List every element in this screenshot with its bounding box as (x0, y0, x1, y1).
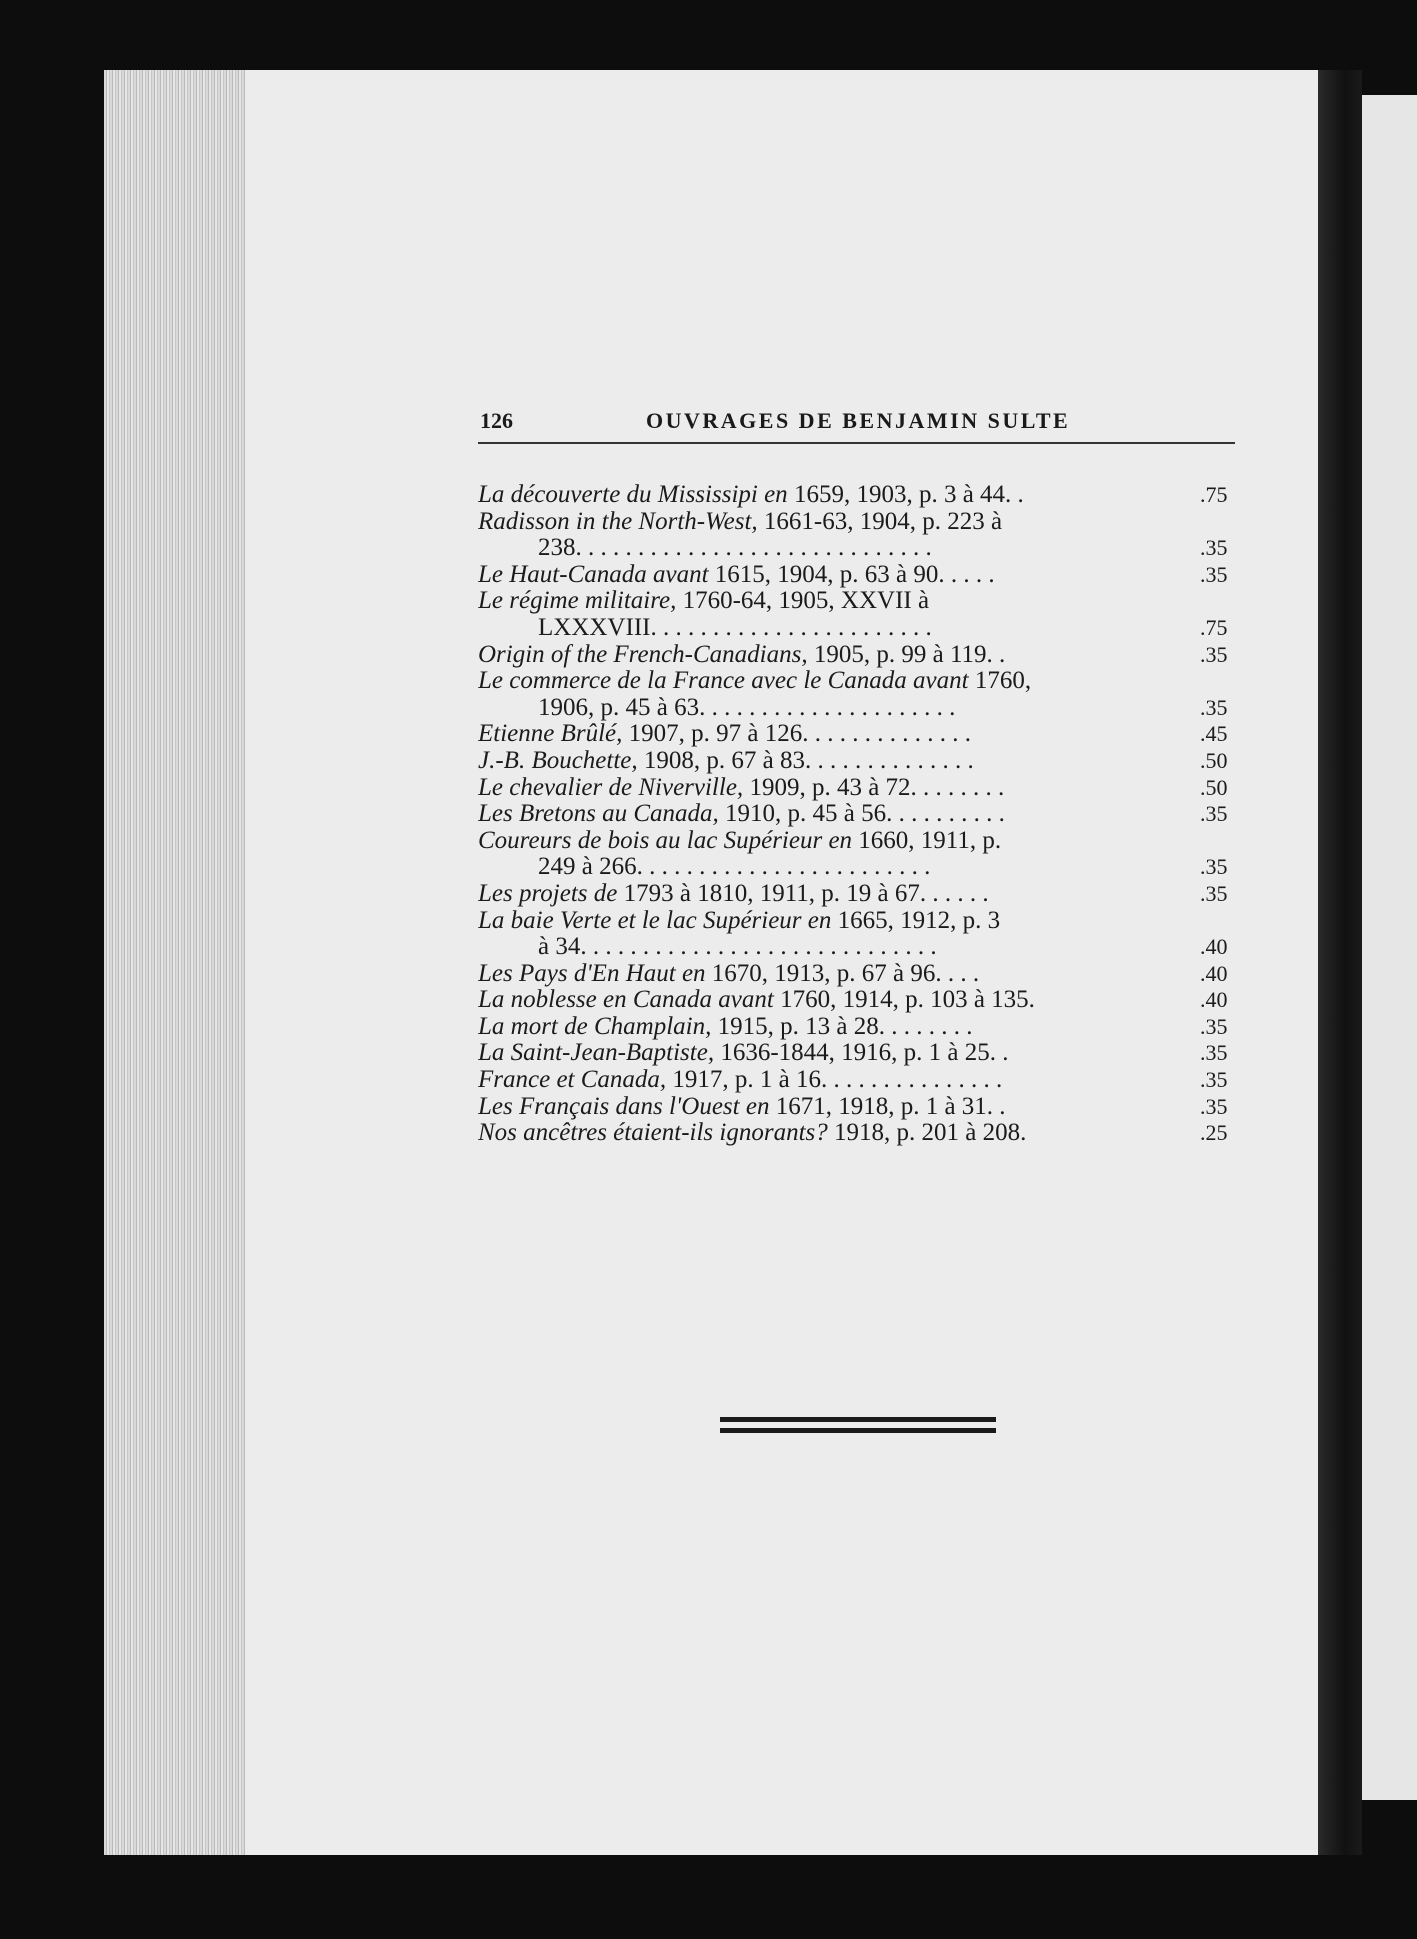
entry-line (478, 588, 1248, 615)
work-details: 1615, 1904, p. 63 à 90. . . . . (708, 561, 995, 588)
entry-text (478, 1067, 1158, 1094)
entry-line (478, 509, 1248, 536)
price: .35 (1200, 694, 1228, 720)
closing-double-rule (720, 1417, 996, 1437)
work-title: Radisson in the North-West, (478, 508, 758, 535)
work-details: 1909, p. 43 à 72. . . . . . . . (743, 774, 1005, 801)
entry-text (538, 695, 1158, 722)
bibliography-entry (478, 668, 1248, 721)
entry-line (478, 1067, 1248, 1094)
work-details: 1661-63, 1904, p. 223 à (757, 508, 1003, 535)
work-details: 1915, p. 13 à 28. . . . . . . . (711, 1013, 973, 1040)
bibliography-entry (478, 1094, 1248, 1121)
page-edges (104, 70, 260, 1855)
bibliography-entry (478, 881, 1248, 908)
bibliography-entry (478, 775, 1248, 802)
entry-text (538, 934, 1158, 961)
work-title: Etienne Brûlé, (478, 721, 623, 748)
entry-line (478, 1094, 1248, 1121)
bibliography-entry (478, 1040, 1248, 1067)
work-title: Le commerce de la France avec le Canada avant (478, 668, 969, 695)
entry-text (478, 801, 1158, 828)
entry-line (478, 1040, 1248, 1067)
entry-text (538, 615, 1158, 642)
bibliography-entry (478, 1120, 1248, 1147)
price: .75 (1200, 614, 1228, 640)
entry-text (478, 1094, 1158, 1121)
entry-line (478, 828, 1248, 855)
price: .35 (1200, 880, 1228, 906)
work-details: 1670, 1913, p. 67 à 96. . . . (705, 960, 980, 987)
work-details: 1918, p. 201 à 208. (827, 1120, 1027, 1147)
entry-line (478, 562, 1248, 589)
entry-line (478, 695, 1248, 722)
entry-text (478, 748, 1158, 775)
facing-page-edge (1362, 95, 1417, 1800)
bibliography-entry (478, 908, 1248, 961)
entry-line (478, 1120, 1248, 1147)
entry-line (478, 934, 1248, 961)
price: .45 (1200, 721, 1228, 747)
work-details: 1905, p. 99 à 119. . (807, 641, 1006, 668)
bibliography-entry (478, 509, 1248, 562)
entry-text (478, 1040, 1158, 1067)
price: .75 (1200, 482, 1228, 507)
entry-line (478, 721, 1248, 748)
entry-text (478, 1120, 1158, 1147)
running-title: OUVRAGES DE BENJAMIN SULTE (646, 408, 1071, 433)
price: .35 (1200, 1040, 1228, 1066)
entry-text (478, 828, 1158, 855)
work-details: 1760, (968, 668, 1032, 695)
work-title: La baie Verte et le lac Supérieur en (478, 907, 832, 934)
work-details: LXXXVIII. . . . . . . . . . . . . . . . . . . . . . . (538, 614, 932, 641)
work-details: 1659, 1903, p. 3 à 44. . (787, 482, 1024, 508)
entry-text (478, 668, 1158, 695)
work-details: 1907, p. 97 à 126. . . . . . . . . . . . . . (622, 721, 972, 748)
work-title: La mort de Champlain, (478, 1013, 712, 1040)
entry-text (478, 509, 1158, 536)
bibliography-entry (478, 562, 1248, 589)
bibliography-entry (478, 482, 1248, 509)
work-title: La noblesse en Canada avant (478, 987, 774, 1014)
work-title: Le chevalier de Niverville, (478, 774, 744, 801)
entry-line (478, 535, 1248, 562)
work-title: Les Pays d'En Haut en (478, 960, 706, 987)
work-title: Le Haut-Canada avant (478, 561, 709, 588)
work-details: 1760, 1914, p. 103 à 135. (773, 987, 1035, 1014)
work-title: La Saint-Jean-Baptiste, (478, 1040, 715, 1067)
price: .40 (1200, 987, 1228, 1013)
work-details: 1917, p. 1 à 16. . . . . . . . . . . . . . . (666, 1067, 1003, 1094)
entry-text (478, 588, 1158, 615)
entry-text (478, 987, 1158, 1014)
entry-text (538, 854, 1158, 881)
entry-text (478, 721, 1158, 748)
entry-line (478, 748, 1248, 775)
price: .35 (1200, 1093, 1228, 1119)
price: .50 (1200, 747, 1228, 773)
price: .35 (1200, 801, 1228, 827)
bibliography-entry (478, 961, 1248, 988)
entry-line (478, 482, 1248, 509)
entry-line (478, 961, 1248, 988)
price: .40 (1200, 960, 1228, 986)
bibliography-entry (478, 721, 1248, 748)
work-details: 1908, p. 67 à 83. . . . . . . . . . . . . . (637, 747, 974, 774)
entry-text (478, 775, 1158, 802)
entry-text (538, 535, 1158, 562)
bibliography-entry (478, 828, 1248, 881)
entry-text (478, 642, 1158, 669)
header-rule (478, 442, 1235, 444)
work-details: à 34. . . . . . . . . . . . . . . . . . . . . . . . . . . . . (538, 934, 937, 961)
price: .50 (1200, 774, 1228, 800)
entry-line (478, 987, 1248, 1014)
work-title: Nos ancêtres étaient-ils ignorants? (478, 1120, 828, 1147)
work-details: 1636-1844, 1916, p. 1 à 25. . (714, 1040, 1009, 1067)
work-title: France et Canada, (478, 1067, 667, 1094)
bibliography-entry (478, 1067, 1248, 1094)
work-details: 1665, 1912, p. 3 (831, 907, 1001, 934)
price: .35 (1200, 1013, 1228, 1039)
work-title: Les Français dans l'Ouest en (478, 1093, 770, 1120)
work-title: Coureurs de bois au lac Supérieur en (478, 827, 853, 854)
entry-text (478, 908, 1158, 935)
work-title: Origin of the French-Canadians, (478, 641, 808, 668)
work-details: 249 à 266. . . . . . . . . . . . . . . . . . . . . . . . (538, 854, 931, 881)
entry-line (478, 854, 1248, 881)
bibliography-entry (478, 642, 1248, 669)
bibliography-entry (478, 1014, 1248, 1041)
entry-line (478, 668, 1248, 695)
entry-text (478, 562, 1158, 589)
entry-text (478, 1014, 1158, 1041)
entry-line (478, 801, 1248, 828)
page-number: 126 (480, 408, 513, 433)
bibliography-entry (478, 748, 1248, 775)
bibliography-entry (478, 588, 1248, 641)
entry-line (478, 908, 1248, 935)
work-details: 1671, 1918, p. 1 à 31. . (769, 1093, 1006, 1120)
entry-line (478, 775, 1248, 802)
work-details: 238. . . . . . . . . . . . . . . . . . . . . . . . . . . . . (538, 535, 932, 562)
price: .35 (1200, 641, 1228, 667)
entry-line (478, 1014, 1248, 1041)
entry-text (478, 961, 1158, 988)
work-title: J.-B. Bouchette, (478, 747, 638, 774)
price: .35 (1200, 535, 1228, 561)
entry-line (478, 881, 1248, 908)
entry-line (478, 615, 1248, 642)
price: .35 (1200, 854, 1228, 880)
entry-text (478, 482, 1158, 509)
price: .40 (1200, 934, 1228, 960)
bibliography-entry (478, 987, 1248, 1014)
work-details: 1660, 1911, p. (852, 827, 1002, 854)
work-title: La découverte du Mississipi en (478, 482, 788, 508)
price: .25 (1200, 1120, 1228, 1146)
work-details: 1906, p. 45 à 63. . . . . . . . . . . . . . . . . . . . . (538, 694, 956, 721)
work-title: Le régime militaire, (478, 588, 677, 615)
price: .35 (1200, 561, 1228, 587)
bibliography-entry (478, 801, 1248, 828)
price: .35 (1200, 1067, 1228, 1093)
work-details: 1910, p. 45 à 56. . . . . . . . . . (718, 801, 1005, 828)
work-details: 1760-64, 1905, XXVII à (676, 588, 930, 615)
book-gutter (1318, 70, 1362, 1855)
work-details: 1793 à 1810, 1911, p. 19 à 67. . . . . . (617, 880, 989, 907)
bibliography-list (478, 482, 1248, 1147)
entry-line (478, 642, 1248, 669)
work-title: Les Bretons au Canada, (478, 801, 719, 828)
entry-text (478, 881, 1158, 908)
work-title: Les projets de (478, 880, 618, 907)
